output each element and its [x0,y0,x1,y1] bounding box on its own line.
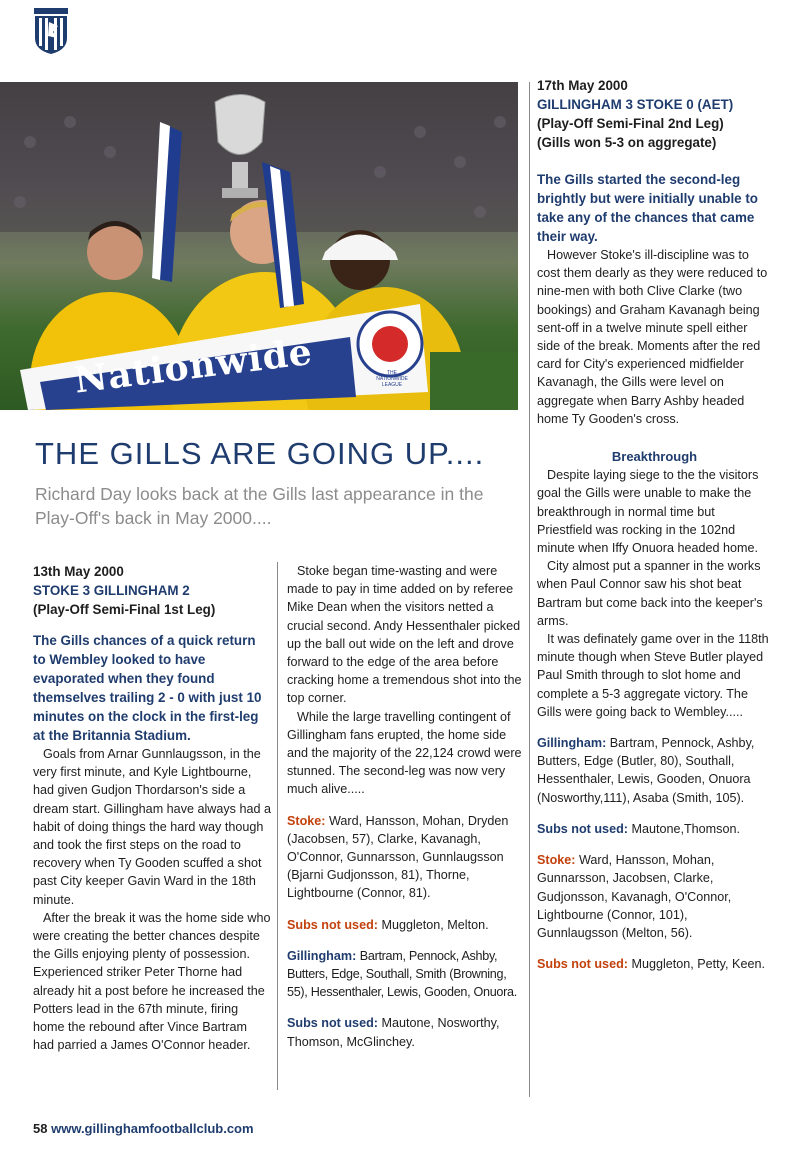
club-website-link[interactable]: www.gillinghamfootballclub.com [51,1121,254,1136]
column-rule-right [529,82,530,1097]
gillingham-team: Bartram, Pennock, Ashby, Butters, Edge (Butler, 80), Southall, Hessenthaler, Lewis, Gooden, Onuora (Nosworthy,111), Asaba (Smith, 105). [537,736,755,805]
leg1-paragraph-3: Stoke began time-wasting and were made to pay in time added on by referee Mike Dean when the visitors netted a crucial second. Andy Hessenthaler picked up the ball out wide on the left and drove forward to the edge of the area before cracking home a tremendous shot into the top corner. [287,564,522,706]
stoke-label: Stoke: [287,813,326,828]
stoke-team: Ward, Hansson, Mohan, Dryden (Jacobsen, 57), Clarke, Kavanagh, O'Connor, Gunnarsson, Gunnlaugsson (Bjarni Gudjonsson, 81), Thorne, Lightbourne (Connor, 81). [287,813,509,901]
leg2-lead: The Gills started the second-leg brightly but were initially unable to take any of the chances that came their way. [537,172,758,244]
gillingham-subs: Mautone,Thomson. [631,821,740,836]
leg1-gills-subs [287,1014,522,1050]
leg1-stage: (Play-Off Semi-Final 1st Leg) [33,602,216,617]
gillingham-label: Gillingham: [287,948,357,963]
leg2-paragraph-3: City almost put a spanner in the works when Paul Connor saw his shot beat Bartram but come back into the keeper's arms. [537,559,763,628]
leg2-paragraph-4: It was definately game over in the 118th minute though when Steve Butler played Paul Smith through to slot home and complete a 5-3 aggregate victory. The Gills were going back to Wembley..... [537,632,769,719]
leg2-date: 17th May 2000 [537,78,628,93]
leg1-stoke-lineup [287,812,522,903]
leg1-paragraph-4: While the large travelling contingent of Gillingham fans erupted, the home side and the majority of the 22,124 crowd were stunned. The second-leg was now very much alive..... [287,709,522,797]
celebration-photo [0,82,518,410]
subs-label: Subs not used: [287,1016,378,1031]
leg2-gills-subs [537,820,772,838]
leg1-paragraph-2: After the break it was the home side who were creating the better chances despite the Gills enjoying plenty of possession. Experienced striker Peter Thorne had already hit a post before he increased the Potters lead in the 67th minute, firing home the rebound after Vince Bartram had parried a James O'Connor header. [33,910,271,1053]
column-1 [33,562,271,1054]
subs-label: Subs not used: [287,917,378,932]
gillingham-crest-icon [34,8,68,54]
leg1-date: 13th May 2000 [33,564,124,579]
leg1-stoke-subs [287,916,522,934]
column-rule-left [277,562,278,1090]
page-footer [33,1121,254,1136]
leg2-stage: (Play-Off Semi-Final 2nd Leg) [537,116,724,131]
gillingham-subs: Mautone, Nosworthy, Thomson, McGlinchey. [287,1016,500,1049]
leg1-gills-lineup [287,947,522,1002]
stoke-label: Stoke: [537,853,576,868]
gillingham-team: Bartram, Pennock, Ashby, Butters, Edge, Southall, Smith (Browning, 55), Hessenthaler, Lewis, Gooden, Onuora. [287,948,517,1000]
leg2-paragraph-1: However Stoke's ill-discipline was to cost them dearly as they were reduced to nine-men with both Clive Clarke (two bookings) and Graham Kavanagh being sent-off in a twelve minute spell either side of the break. Moments after the red card for City's experienced midfielder Kavanagh, the Gills were level on aggregate when Barry Ashby headed home Ty Gooden's cross. [537,248,768,426]
stoke-subs: Muggleton, Petty, Keen. [631,957,765,972]
badge-text: THE NATIONWIDE LEAGUE [376,370,408,388]
leg2-aggregate: (Gills won 5-3 on aggregate) [537,135,717,150]
leg2-stoke-subs [537,955,772,973]
leg2-score: GILLINGHAM 3 STOKE 0 (AET) [537,97,734,112]
subs-label: Subs not used: [537,821,628,836]
leg2-stoke-lineup [537,851,772,942]
gillingham-label: Gillingham: [537,736,607,751]
breakthrough-heading: Breakthrough [611,449,698,465]
leg2-gills-lineup [537,734,772,807]
page-number: 58 [33,1121,48,1136]
stoke-team: Ward, Hansson, Mohan, Gunnarsson, Jacobsen, Clarke, Gudjonsson, Kavanagh, O'Connor, Lightbourne (Connor, 101), Gunnlaugsson (Melton, 56). [537,853,732,940]
leg2-paragraph-2: Despite laying siege to the the visitors goal the Gills were unable to make the breakthrough in normal time but Priestfield was rocking in the 102nd minute when Iffy Onuora headed home. [537,468,759,556]
banner-text: Nationwide [72,330,315,402]
leg1-paragraph-1: Goals from Arnar Gunnlaugsson, in the very first minute, and Kyle Lightbourne, had given Gudjon Thordarson's side a dream start. Gillingham have always had a habit of doing things the hard way though and took the first steps on the road to recovery when Ty Gooden scuffed a shot past City keeper Gavin Ward in the 18th minute. [33,747,271,907]
column-3 [537,76,772,973]
leg1-score: STOKE 3 GILLINGHAM 2 [33,583,190,598]
article-title: THE GILLS ARE GOING UP.... [35,436,485,471]
subs-label: Subs not used: [537,957,628,972]
stoke-subs: Muggleton, Melton. [381,917,489,932]
article-subtitle: Richard Day looks back at the Gills last appearance in the Play-Off's back in May 2000.... [35,484,484,528]
column-2 [287,562,522,1051]
leg1-lead: The Gills chances of a quick return to Wembley looked to have evaporated when they found themselves trailing 2 - 0 with just 10 minutes on the clock in the first-leg at the Britannia Stadium. [33,633,262,743]
